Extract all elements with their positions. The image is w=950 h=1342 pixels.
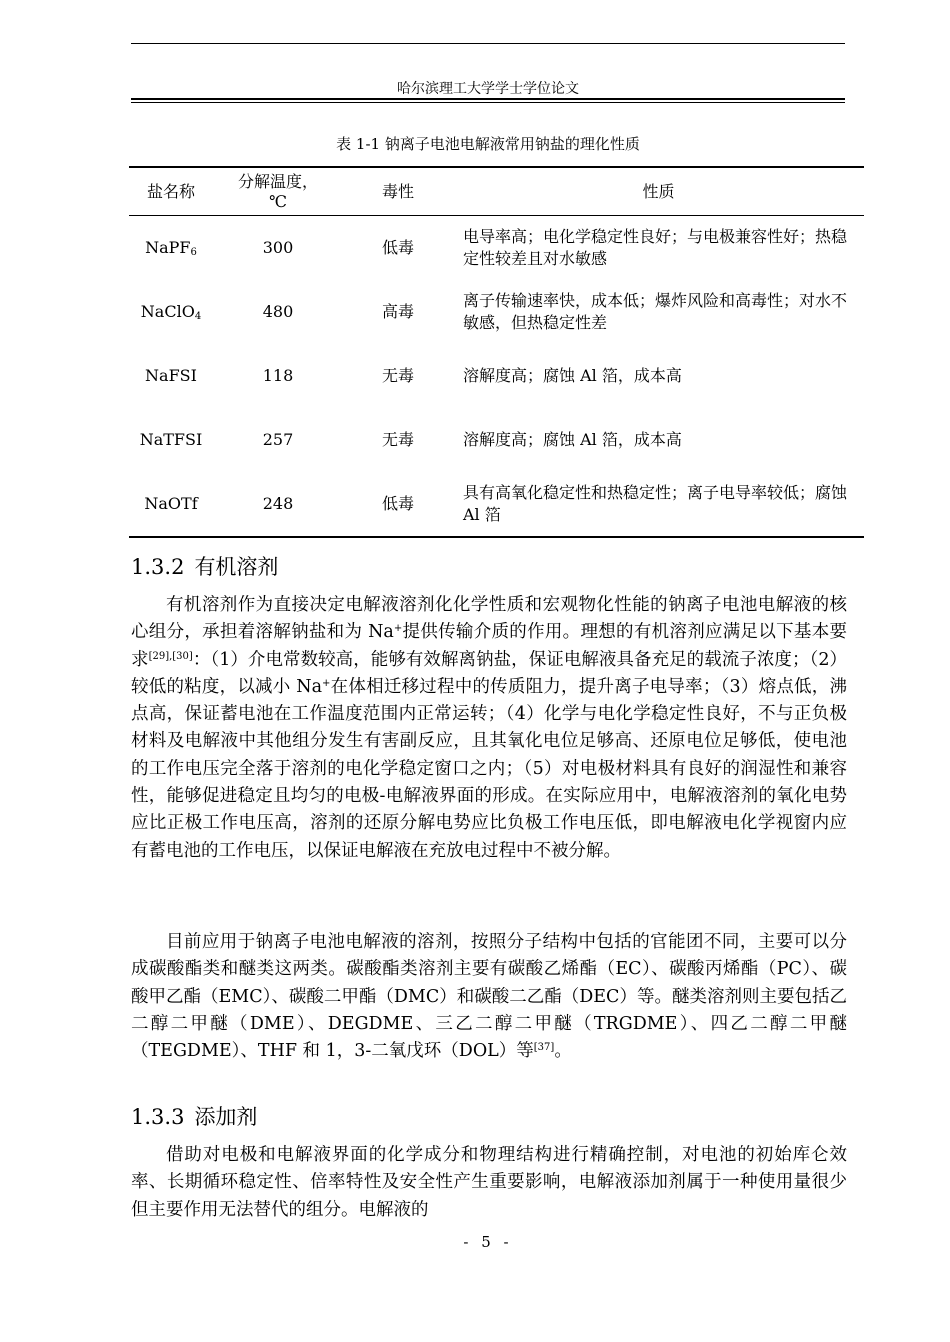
table-row	[129, 344, 864, 408]
header-rule-top	[131, 43, 845, 44]
citation-ref: [37]	[533, 1042, 555, 1054]
cell-properties: 电导率高；电化学稳定性良好；与电极兼容性好；热稳定性较差且对水敏感	[463, 227, 848, 268]
cell-toxicity: 无毒	[381, 430, 414, 449]
text-run: 有机溶剂作为直接决定电解液溶剂化化学性质和宏观物化性能的钠离子电池电解液的核心组分，承担着溶解钠盐和为 Na	[131, 595, 847, 643]
section-heading-1-3-3	[131, 1101, 257, 1131]
cell-toxicity: 低毒	[381, 238, 414, 257]
salt-formula: NaFSI	[145, 366, 197, 385]
running-header: 哈尔滨理工大学学士学位论文	[397, 81, 579, 97]
cell-temp: 248	[262, 494, 294, 513]
cell-properties: 离子传输速率快，成本低；爆炸风险和高毒性；对水不敏感，但热稳定性差	[463, 291, 848, 332]
superscript: +	[393, 623, 403, 635]
cell-properties: 溶解度高；腐蚀 Al 箔，成本高	[463, 366, 682, 385]
paragraph-additives: 借助对电极和电解液界面的化学成分和物理结构进行精确控制，对电池的初始库仑效率、长期循环稳定性、倍率特性及安全性产生重要影响，电解液添加剂属于一种使用量很少但主要作用无法替代的组分。电解液的	[131, 1145, 847, 1220]
cell-name	[129, 408, 213, 472]
cell-temp: 480	[262, 302, 294, 321]
col-header-temp-line2: ℃	[269, 191, 287, 211]
col-header-properties: 性质	[453, 167, 864, 216]
salt-subscript: 4	[194, 311, 202, 322]
salt-formula: NaOTf	[144, 494, 198, 513]
section-number: 1.3.2	[131, 555, 185, 579]
superscript: +	[322, 677, 331, 689]
table-row	[129, 408, 864, 472]
table-caption: 表 1-1 钠离子电池电解液常用钠盐的理化性质	[336, 135, 640, 153]
paragraph-solvent-requirements	[131, 592, 847, 865]
cell-name	[129, 216, 213, 281]
salt-formula: NaClO	[140, 302, 195, 321]
table-row	[129, 280, 864, 344]
col-header-toxicity: 毒性	[343, 167, 453, 216]
cell-name	[129, 280, 213, 344]
cell-name	[129, 344, 213, 408]
section-title: 添加剂	[194, 1105, 258, 1129]
cell-properties: 溶解度高；腐蚀 Al 箔，成本高	[463, 430, 682, 449]
cell-name	[129, 472, 213, 537]
table-row	[129, 472, 864, 537]
table-row	[129, 216, 864, 281]
header-rule-thin	[131, 102, 845, 103]
page-number: - 5 -	[463, 1233, 513, 1251]
cell-toxicity: 无毒	[381, 366, 414, 385]
paragraph-solvent-types	[131, 929, 847, 1065]
salt-formula: NaPF	[145, 238, 191, 257]
salt-formula: NaTFSI	[139, 430, 203, 449]
salt-subscript: 6	[190, 247, 197, 258]
cell-properties: 具有高氧化稳定性和热稳定性；离子电导率较低；腐蚀 Al 箔	[463, 483, 848, 524]
text-run: ：（1）介电常数较高，能够有效解离钠盐，保证电解液具备充足的载流子浓度；（2）较低的粘度，以减小 Na	[131, 649, 848, 697]
sodium-salt-table	[129, 166, 864, 538]
text-run: 。	[554, 1041, 572, 1062]
col-header-temp-line1: 分解温度，	[237, 171, 318, 191]
col-header-temp	[213, 167, 343, 216]
text-run: 在体相迁移过程中的传质阻力，提升离子电导率；（3）熔点低，沸点高，保证蓄电池在工作温度范围内正常运转；（4）化学与电化学稳定性良好，不与正负极材料及电解液中其他组分发生有害副反应，且其氧化电位足够高、还原电位足够低，使电池的工作电压完全落于溶剂的电化学稳定窗口之内；（5）对电极材料具有良好的润湿性和兼容性，能够促进稳定且均匀的电极-电解液界面的形成。在实际应用中，电解液溶剂的氧化电势应比正极工作电压高，溶剂的还原分解电势应比负极工作电压低，即电解液电化学视窗内应有蓄电池的工作电压，以保证电解液在充放电过程中不被分解。	[131, 676, 847, 861]
cell-temp: 300	[262, 238, 294, 257]
text-run: 目前应用于钠离子电池电解液的溶剂，按照分子结构中包括的官能团不同，主要可以分成碳酸酯类和醚类这两类。碳酸酯类溶剂主要有碳酸乙烯酯（EC）、碳酸丙烯酯（PC）、碳酸甲乙酯（EMC）、碳酸二甲酯（DMC）和碳酸二乙酯（DEC）等。醚类溶剂则主要包括乙二醇二甲醚（DME）、DEGDME、三乙二醇二甲醚（TRGDME）、四乙二醇二甲醚（TEGDME）、THF 和 1，3-二氧戊环（DOL）等	[131, 932, 847, 1062]
col-header-name: 盐名称	[129, 167, 213, 216]
citation-ref: [29],[30]	[148, 650, 193, 662]
cell-toxicity: 低毒	[381, 494, 414, 513]
section-heading-1-3-2	[131, 551, 278, 581]
text-run: 提供传输介质的作用。理想的有机溶剂应满足以下基本要求	[131, 622, 848, 670]
cell-toxicity: 高毒	[381, 302, 414, 321]
header-rule-thick	[131, 98, 845, 100]
section-title: 有机溶剂	[194, 555, 279, 579]
cell-temp: 257	[262, 430, 294, 449]
cell-temp: 118	[262, 366, 294, 385]
section-number: 1.3.3	[131, 1105, 185, 1129]
table-header-row	[129, 167, 864, 216]
